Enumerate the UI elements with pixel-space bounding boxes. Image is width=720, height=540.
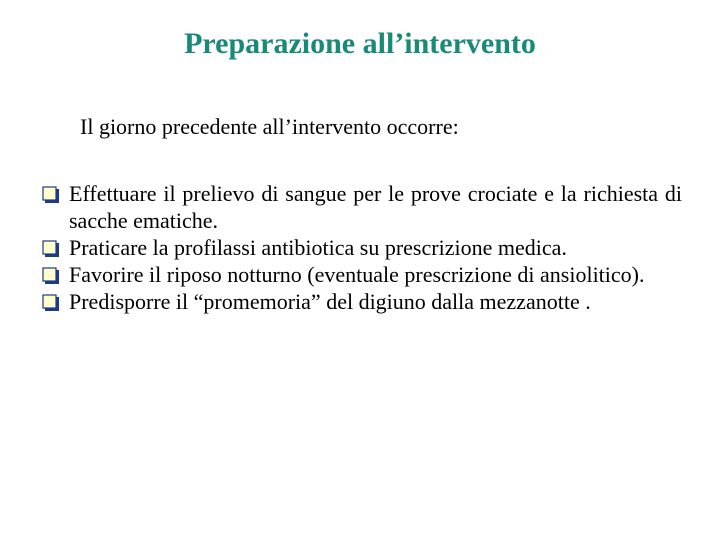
bullet-item xyxy=(42,234,682,261)
square-checkbox-bullet-icon xyxy=(42,294,60,312)
bullet-text: Favorire il riposo notturno (eventuale prescrizione di ansiolitico). xyxy=(69,262,645,287)
bullet-item xyxy=(42,288,682,315)
bullet-item xyxy=(42,261,682,288)
bullet-list xyxy=(42,180,682,315)
bullet-text: Praticare la profilassi antibiotica su prescrizione medica. xyxy=(69,235,567,260)
bullet-text: Effettuare il prelievo di sangue per le prove crociate e la richiesta di sacche ematiche. xyxy=(69,181,682,233)
square-checkbox-bullet-icon xyxy=(42,240,60,258)
square-checkbox-bullet-icon xyxy=(42,267,60,285)
slide-title: Preparazione all’intervento xyxy=(184,27,536,61)
bullet-text: Predisporre il “promemoria” del digiuno dalla mezzanotte . xyxy=(69,289,591,314)
square-checkbox-bullet-icon xyxy=(42,186,60,204)
bullet-item xyxy=(42,180,682,234)
intro-text: Il giorno precedente all’intervento occorre: xyxy=(80,114,459,139)
